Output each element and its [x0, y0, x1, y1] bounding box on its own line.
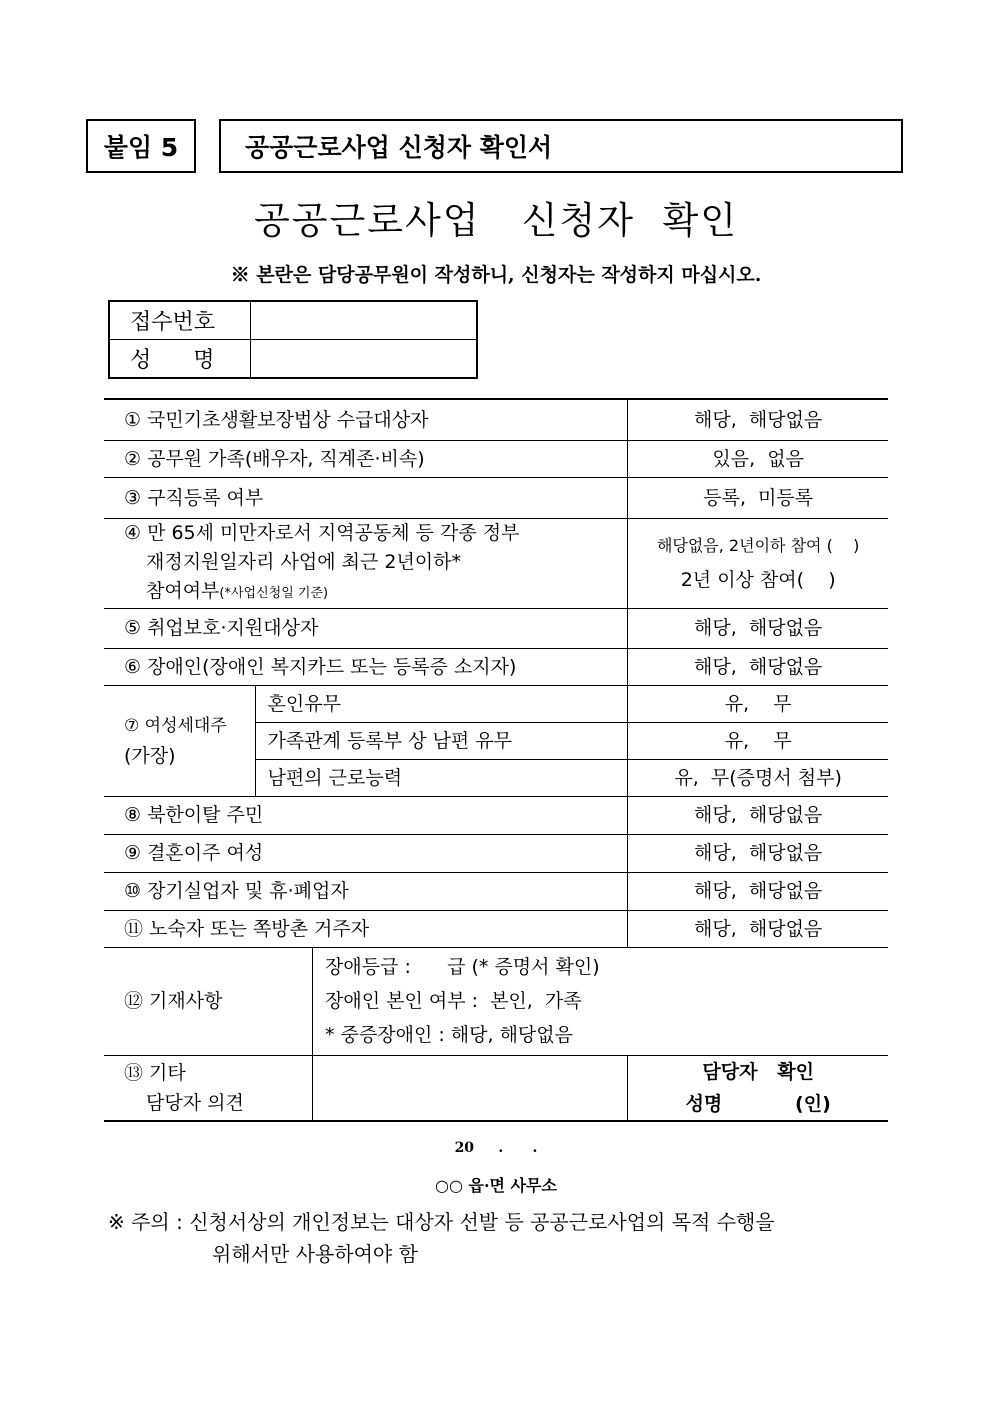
- row-civil-servant-family-label: ② 공무원 가족(배우자, 직계존·비속): [104, 440, 628, 477]
- row-homeless-label: ⑪ 노숙자 또는 쪽방촌 거주자: [104, 910, 628, 947]
- row-job-registration-label: ③ 구직등록 여부: [104, 477, 628, 518]
- row-north-korean-value[interactable]: 해당, 해당없음: [628, 796, 888, 834]
- table-row: [104, 518, 888, 608]
- row-marital-status-value[interactable]: 유, 무: [628, 685, 888, 722]
- row-homeless-value[interactable]: 해당, 해당없음: [628, 910, 888, 947]
- table-row: [104, 399, 888, 440]
- row-employment-protection-value[interactable]: 해당, 해당없음: [628, 608, 888, 648]
- privacy-notice: [108, 1206, 918, 1270]
- row-husband-registered-value[interactable]: 유, 무: [628, 722, 888, 759]
- table-row: [104, 947, 888, 1055]
- row-north-korean-label: ⑧ 북한이탈 주민: [104, 796, 628, 834]
- staff-confirm-label: 담당자 확인: [702, 1060, 814, 1083]
- date-line: 20 . .: [454, 1140, 538, 1156]
- row-participation-line2: 재정지원일자리 사업에 최근 2년이하*: [146, 550, 462, 573]
- attachment-label: 붙임 5: [103, 133, 179, 162]
- row-marital-status-label: 혼인유무: [255, 685, 628, 722]
- row-participation-value1[interactable]: 해당없음, 2년이하 참여 ( ): [656, 536, 860, 555]
- row-female-head-label1: ⑦ 여성세대주: [124, 715, 227, 736]
- row-participation-line1: ④ 만 65세 미만자로서 지역공동체 등 각종 정부: [124, 521, 520, 544]
- attachment-title: 공공근로사업 신청자 확인서: [245, 133, 553, 162]
- table-row: [104, 1055, 888, 1121]
- page-title: 공공근로사업 신청자 확인: [254, 199, 738, 242]
- office-name: ○○ 읍·면 사무소: [435, 1176, 557, 1195]
- attachment-title-box: [219, 119, 903, 173]
- row-other-label1: ⑬ 기타: [124, 1061, 186, 1084]
- row-participation-note: (*사업신청일 기준): [219, 585, 329, 601]
- row-long-unemployed-value[interactable]: 해당, 해당없음: [628, 872, 888, 910]
- row-disabled-value[interactable]: 해당, 해당없음: [628, 648, 888, 685]
- privacy-notice-line2: 위해서만 사용하여야 함: [212, 1242, 418, 1266]
- row-participation-line3-wrap: [124, 577, 619, 608]
- row-marriage-migrant-label: ⑨ 결혼이주 여성: [104, 834, 628, 872]
- table-row: [104, 648, 888, 685]
- row-remarks-label: ⑫ 기재사항: [104, 947, 313, 1055]
- row-participation-value[interactable]: [628, 518, 888, 608]
- table-row: [104, 440, 888, 477]
- row-participation-line3: 참여여부: [146, 579, 220, 602]
- receipt-number-label: 접수번호: [109, 301, 251, 340]
- row-basic-livelihood-label: ① 국민기초생활보장법상 수급대상자: [104, 399, 628, 440]
- row-participation-value2[interactable]: 2년 이상 참여( ): [680, 569, 836, 591]
- receipt-info-table: [108, 300, 478, 379]
- row-long-unemployed-label: ⑩ 장기실업자 및 휴·폐업자: [104, 872, 628, 910]
- attachment-label-box: [86, 119, 196, 173]
- table-row: [104, 834, 888, 872]
- row-other-opinion-field[interactable]: [313, 1055, 628, 1121]
- staff-notice: ※ 본란은 담당공무원이 작성하니, 신청자는 작성하지 마십시오.: [230, 264, 762, 286]
- name-field[interactable]: [251, 340, 478, 379]
- row-remarks-line2: 장애인 본인 여부 : 본인, 가족: [325, 990, 582, 1012]
- row-civil-servant-family-value[interactable]: 있음, 없음: [628, 440, 888, 477]
- row-female-head-label: [104, 685, 255, 796]
- row-husband-registered-label: 가족관계 등록부 상 남편 유무: [255, 722, 628, 759]
- row-other-label: [104, 1055, 313, 1121]
- table-row: [104, 872, 888, 910]
- row-employment-protection-label: ⑤ 취업보호·지원대상자: [104, 608, 628, 648]
- row-remarks-line3: * 중증장애인 : 해당, 해당없음: [325, 1024, 573, 1046]
- name-label: 성 명: [109, 340, 251, 379]
- row-husband-ability-value[interactable]: 유, 무(증명서 첨부): [628, 759, 888, 796]
- table-row: [104, 608, 888, 648]
- row-participation-label: [104, 518, 628, 608]
- receipt-number-field[interactable]: [251, 301, 478, 340]
- row-husband-ability-label: 남편의 근로능력: [255, 759, 628, 796]
- privacy-notice-line1: ※ 주의 : 신청서상의 개인정보는 대상자 선발 등 공공근로사업의 목적 수행을: [108, 1210, 775, 1234]
- table-row: [104, 796, 888, 834]
- table-row: [104, 910, 888, 947]
- staff-sign-label[interactable]: 성명 (인): [685, 1092, 831, 1115]
- row-disabled-label: ⑥ 장애인(장애인 복지카드 또는 등록증 소지자): [104, 648, 628, 685]
- eligibility-table: [104, 398, 888, 1122]
- row-other-label2: 담당자 의견: [146, 1091, 244, 1114]
- table-row: [104, 477, 888, 518]
- row-remarks-line1: 장애등급 : 급 (* 증명서 확인): [325, 956, 600, 978]
- row-job-registration-value[interactable]: 등록, 미등록: [628, 477, 888, 518]
- row-marriage-migrant-value[interactable]: 해당, 해당없음: [628, 834, 888, 872]
- row-remarks-content[interactable]: [313, 947, 889, 1055]
- table-row: [104, 685, 888, 722]
- row-basic-livelihood-value[interactable]: 해당, 해당없음: [628, 399, 888, 440]
- row-female-head-label2: (가장): [124, 744, 176, 767]
- row-other-confirm: [628, 1055, 888, 1121]
